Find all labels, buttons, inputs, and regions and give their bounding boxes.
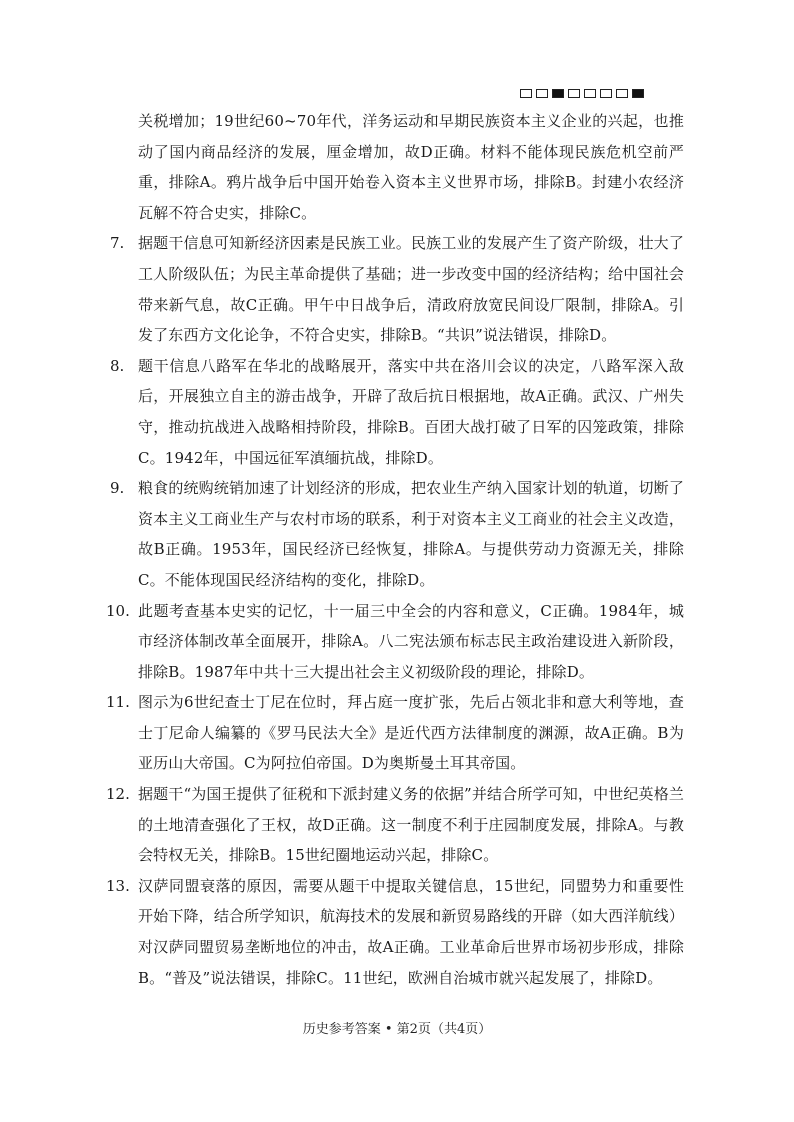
answer-item-13 [106,871,684,993]
item-number: 7. [110,234,125,253]
item-text: 此题考查基本史实的记忆，十一届三中全会的内容和意义，C正确。1984年，城市经济体制改革全面展开，排除A。八二宪法颁布标志民主政治建设进入新阶段，排除B。1987年中共十三大提出社会主义初级阶段的理论，排除D。 [138,601,684,681]
continuation-paragraph: 关税增加；19世纪60~70年代，洋务运动和早期民族资本主义企业的兴起，也推动了国内商品经济的发展，厘金增加，故D正确。材料不能体现民族危机空前严重，排除A。鸦片战争后中国开始卷入资本主义世界市场，排除B。封建小农经济瓦解不符合史实，排除C。 [138,112,684,222]
item-number: 8. [110,356,125,375]
marker-box-2 [536,89,548,98]
answer-item-12 [106,779,684,871]
answer-item-10 [106,596,684,688]
answer-content [106,106,684,993]
marker-box-4 [568,89,580,98]
marker-box-8 [632,89,644,98]
answer-item-9 [110,473,684,595]
marker-box-5 [584,89,596,98]
item-number: 12. [106,785,130,804]
marker-box-3 [552,89,564,98]
item-text: 据题干“为国王提供了征税和下派封建义务的依据”并结合所学可知，中世纪英格兰的土地清查强化了王权，故D正确。这一制度不利于庄园制度发展，排除A。与教会特权无关，排除B。15世纪圈地运动兴起，排除C。 [138,785,684,865]
marker-box-1 [520,89,532,98]
item-text: 粮食的统购统销加速了计划经济的形成，把农业生产纳入国家计划的轨道，切断了资本主义工商业生产与农村市场的联系，利于对资本主义工商业的社会主义改造，故B正确。1953年，国民经济已经恢复，排除A。与提供劳动力资源无关，排除C。不能体现国民经济结构的变化，排除D。 [138,479,684,589]
item-text: 图示为6世纪查士丁尼在位时，拜占庭一度扩张，先后占领北非和意大利等地，查士丁尼命人编纂的《罗马民法大全》是近代西方法律制度的渊源，故A正确。B为亚历山大帝国。C为阿拉伯帝国。D为奥斯曼土耳其帝国。 [138,693,684,773]
item-number: 13. [106,876,130,895]
item-number: 11. [106,693,130,712]
item-number: 10. [106,601,130,620]
marker-box-7 [616,89,628,98]
page-footer: 历史参考答案 • 第2页（共4页） [302,1022,492,1037]
answer-item-7 [110,228,684,350]
item-number: 9. [110,479,125,498]
page-marker-row [520,89,644,98]
item-text: 据题干信息可知新经济因素是民族工业。民族工业的发展产生了资产阶级，壮大了工人阶级队伍；为民主革命提供了基础；进一步改变中国的经济结构；给中国社会带来新气息，故C正确。甲午中日战争后，清政府放宽民间设厂限制，排除A。引发了东西方文化论争，不符合史实，排除B。“共识”说法错误，排除D。 [138,234,684,345]
item-text: 汉萨同盟衰落的原因，需要从题干中提取关键信息，15世纪，同盟势力和重要性开始下降，结合所学知识，航海技术的发展和新贸易路线的开辟（如大西洋航线）对汉萨同盟贸易垄断地位的冲击，故A正确。工业革命后世界市场初步形成，排除B。“普及”说法错误，排除C。11世纪，欧洲自治城市就兴起发展了，排除D。 [138,876,684,987]
answer-item-8 [110,351,684,473]
item-text: 题干信息八路军在华北的战略展开，落实中共在洛川会议的决定，八路军深入敌后，开展独立自主的游击战争，开辟了敌后抗日根据地，故A正确。武汉、广州失守，推动抗战进入战略相持阶段，排除B。百团大战打破了日军的囚笼政策，排除C。1942年，中国远征军滇缅抗战，排除D。 [138,356,684,467]
answer-item-11 [106,687,684,779]
marker-box-6 [600,89,612,98]
